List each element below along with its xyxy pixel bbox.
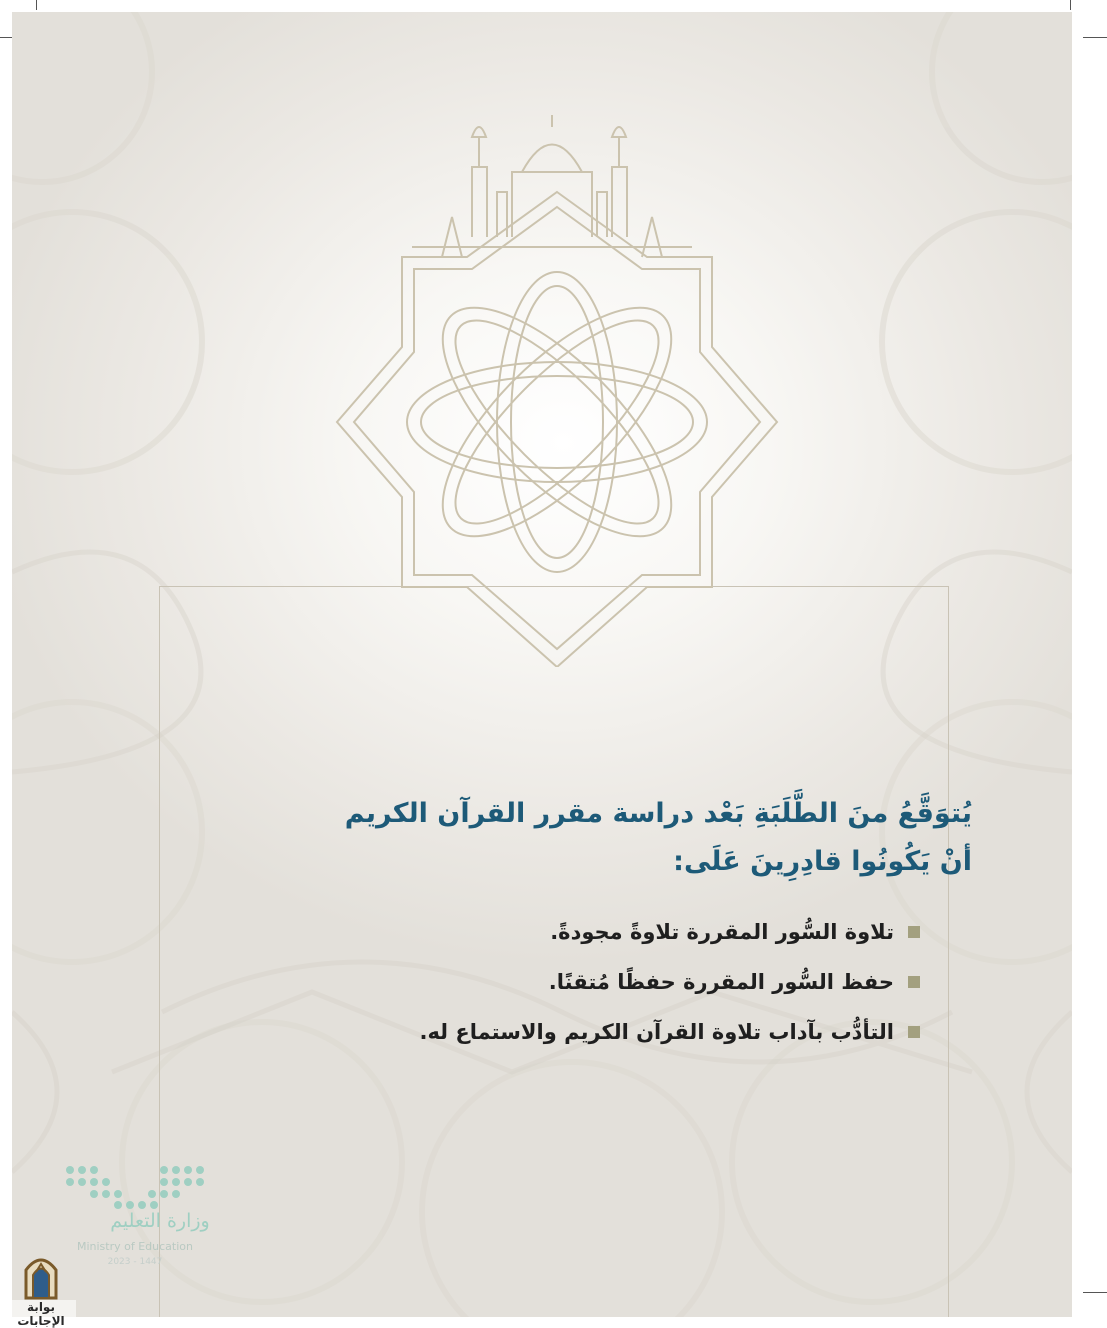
square-bullet-icon <box>908 926 920 938</box>
outcomes-intro <box>212 790 972 886</box>
crop-mark-top-right <box>1083 37 1107 38</box>
outcome-text: حفظ السُّور المقررة حفظًا مُتقنًا. <box>548 970 894 994</box>
crop-mark-left-top <box>36 0 37 10</box>
intro-line-1: يُتوَقَّعُ منَ الطَّلَبَةِ بَعْد دراسة مقرر القرآن الكريم <box>344 798 972 829</box>
mosque-star-ornament-icon <box>312 97 802 667</box>
ministry-of-education-logo-icon <box>60 1162 210 1212</box>
mosque-arch-icon <box>6 1250 76 1302</box>
portal-watermark <box>6 1250 116 1328</box>
crop-mark-right-top <box>1070 0 1071 10</box>
crop-mark-bottom-right <box>1083 1292 1107 1293</box>
list-item <box>280 907 920 957</box>
outcome-text: تلاوة السُّور المقررة تلاوةً مجودةً. <box>550 920 894 944</box>
square-bullet-icon <box>908 1026 920 1038</box>
ministry-year: 2023 - 1447 <box>107 1257 163 1267</box>
ministry-name-arabic: وزارة التعليم <box>110 1210 210 1232</box>
portal-label: بوابة الإجابات <box>6 1300 76 1328</box>
ministry-name-english: Ministry of Education <box>76 1240 193 1253</box>
list-item <box>280 1007 920 1057</box>
book-page <box>12 12 1072 1317</box>
outcome-text: التأدُّب بآداب تلاوة القرآن الكريم والاستماع له. <box>419 1020 894 1044</box>
square-bullet-icon <box>908 976 920 988</box>
list-item <box>280 957 920 1007</box>
intro-line-2: أنْ يَكُونُوا قادِرِينَ عَلَى: <box>673 846 972 877</box>
outcomes-list <box>280 907 920 1057</box>
